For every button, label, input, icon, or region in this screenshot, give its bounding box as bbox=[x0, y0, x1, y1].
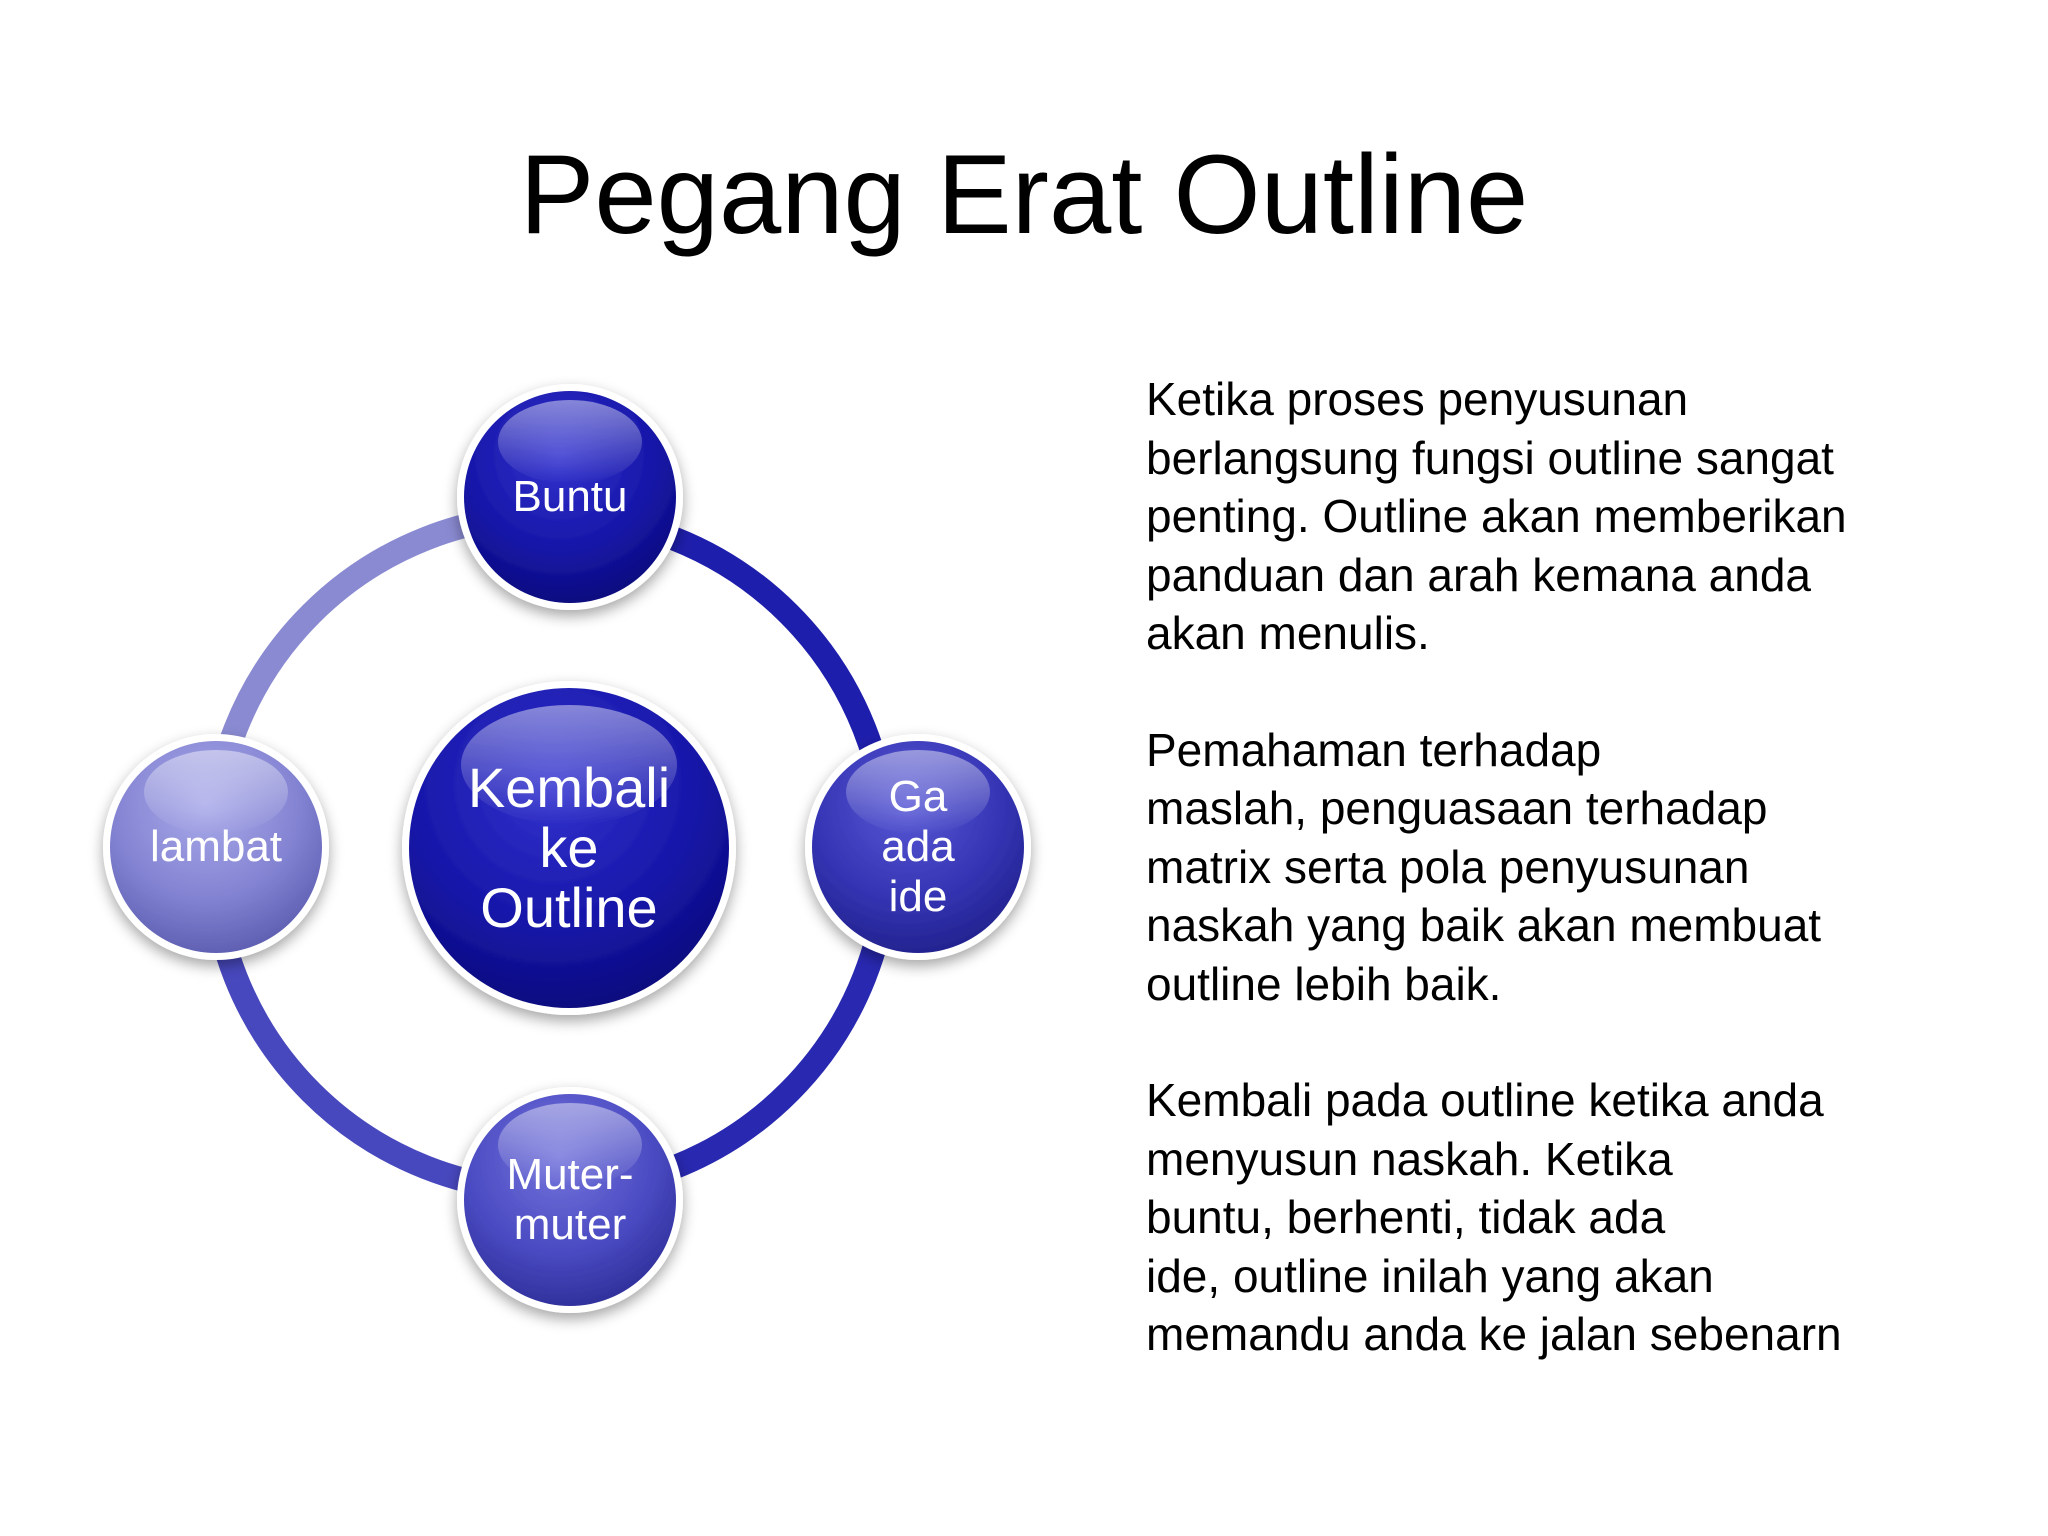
paragraph-2: Pemahaman terhadap maslah, penguasaan terhadap matrix serta pola penyusunan naskah yang baik akan membuat outline lebih baik. bbox=[1146, 723, 1822, 1010]
paragraph-3: Kembali pada outline ketika anda menyusun naskah. Ketika buntu, berhenti, tidak ada ide, outline inilah yang akan memandu anda ke jalan sebenarn bbox=[1146, 1074, 1842, 1360]
center-node-label: Kembali ke Outline bbox=[467, 756, 671, 939]
paragraph-1: Ketika proses penyusunan berlangsung fungsi outline sangat penting. Outline akan memberikan panduan dan arah kemana anda akan menulis. bbox=[1146, 373, 1847, 659]
cycle-diagram bbox=[80, 360, 1080, 1360]
node-top-label: Buntu bbox=[512, 472, 628, 521]
node-right-label: Ga ada ide bbox=[881, 772, 955, 921]
node-bottom-label: Muter- muter bbox=[506, 1150, 634, 1249]
node-left-label: lambat bbox=[149, 822, 283, 871]
slide-title: Pegang Erat Outline bbox=[519, 132, 1529, 257]
body-text bbox=[1146, 370, 2006, 1422]
